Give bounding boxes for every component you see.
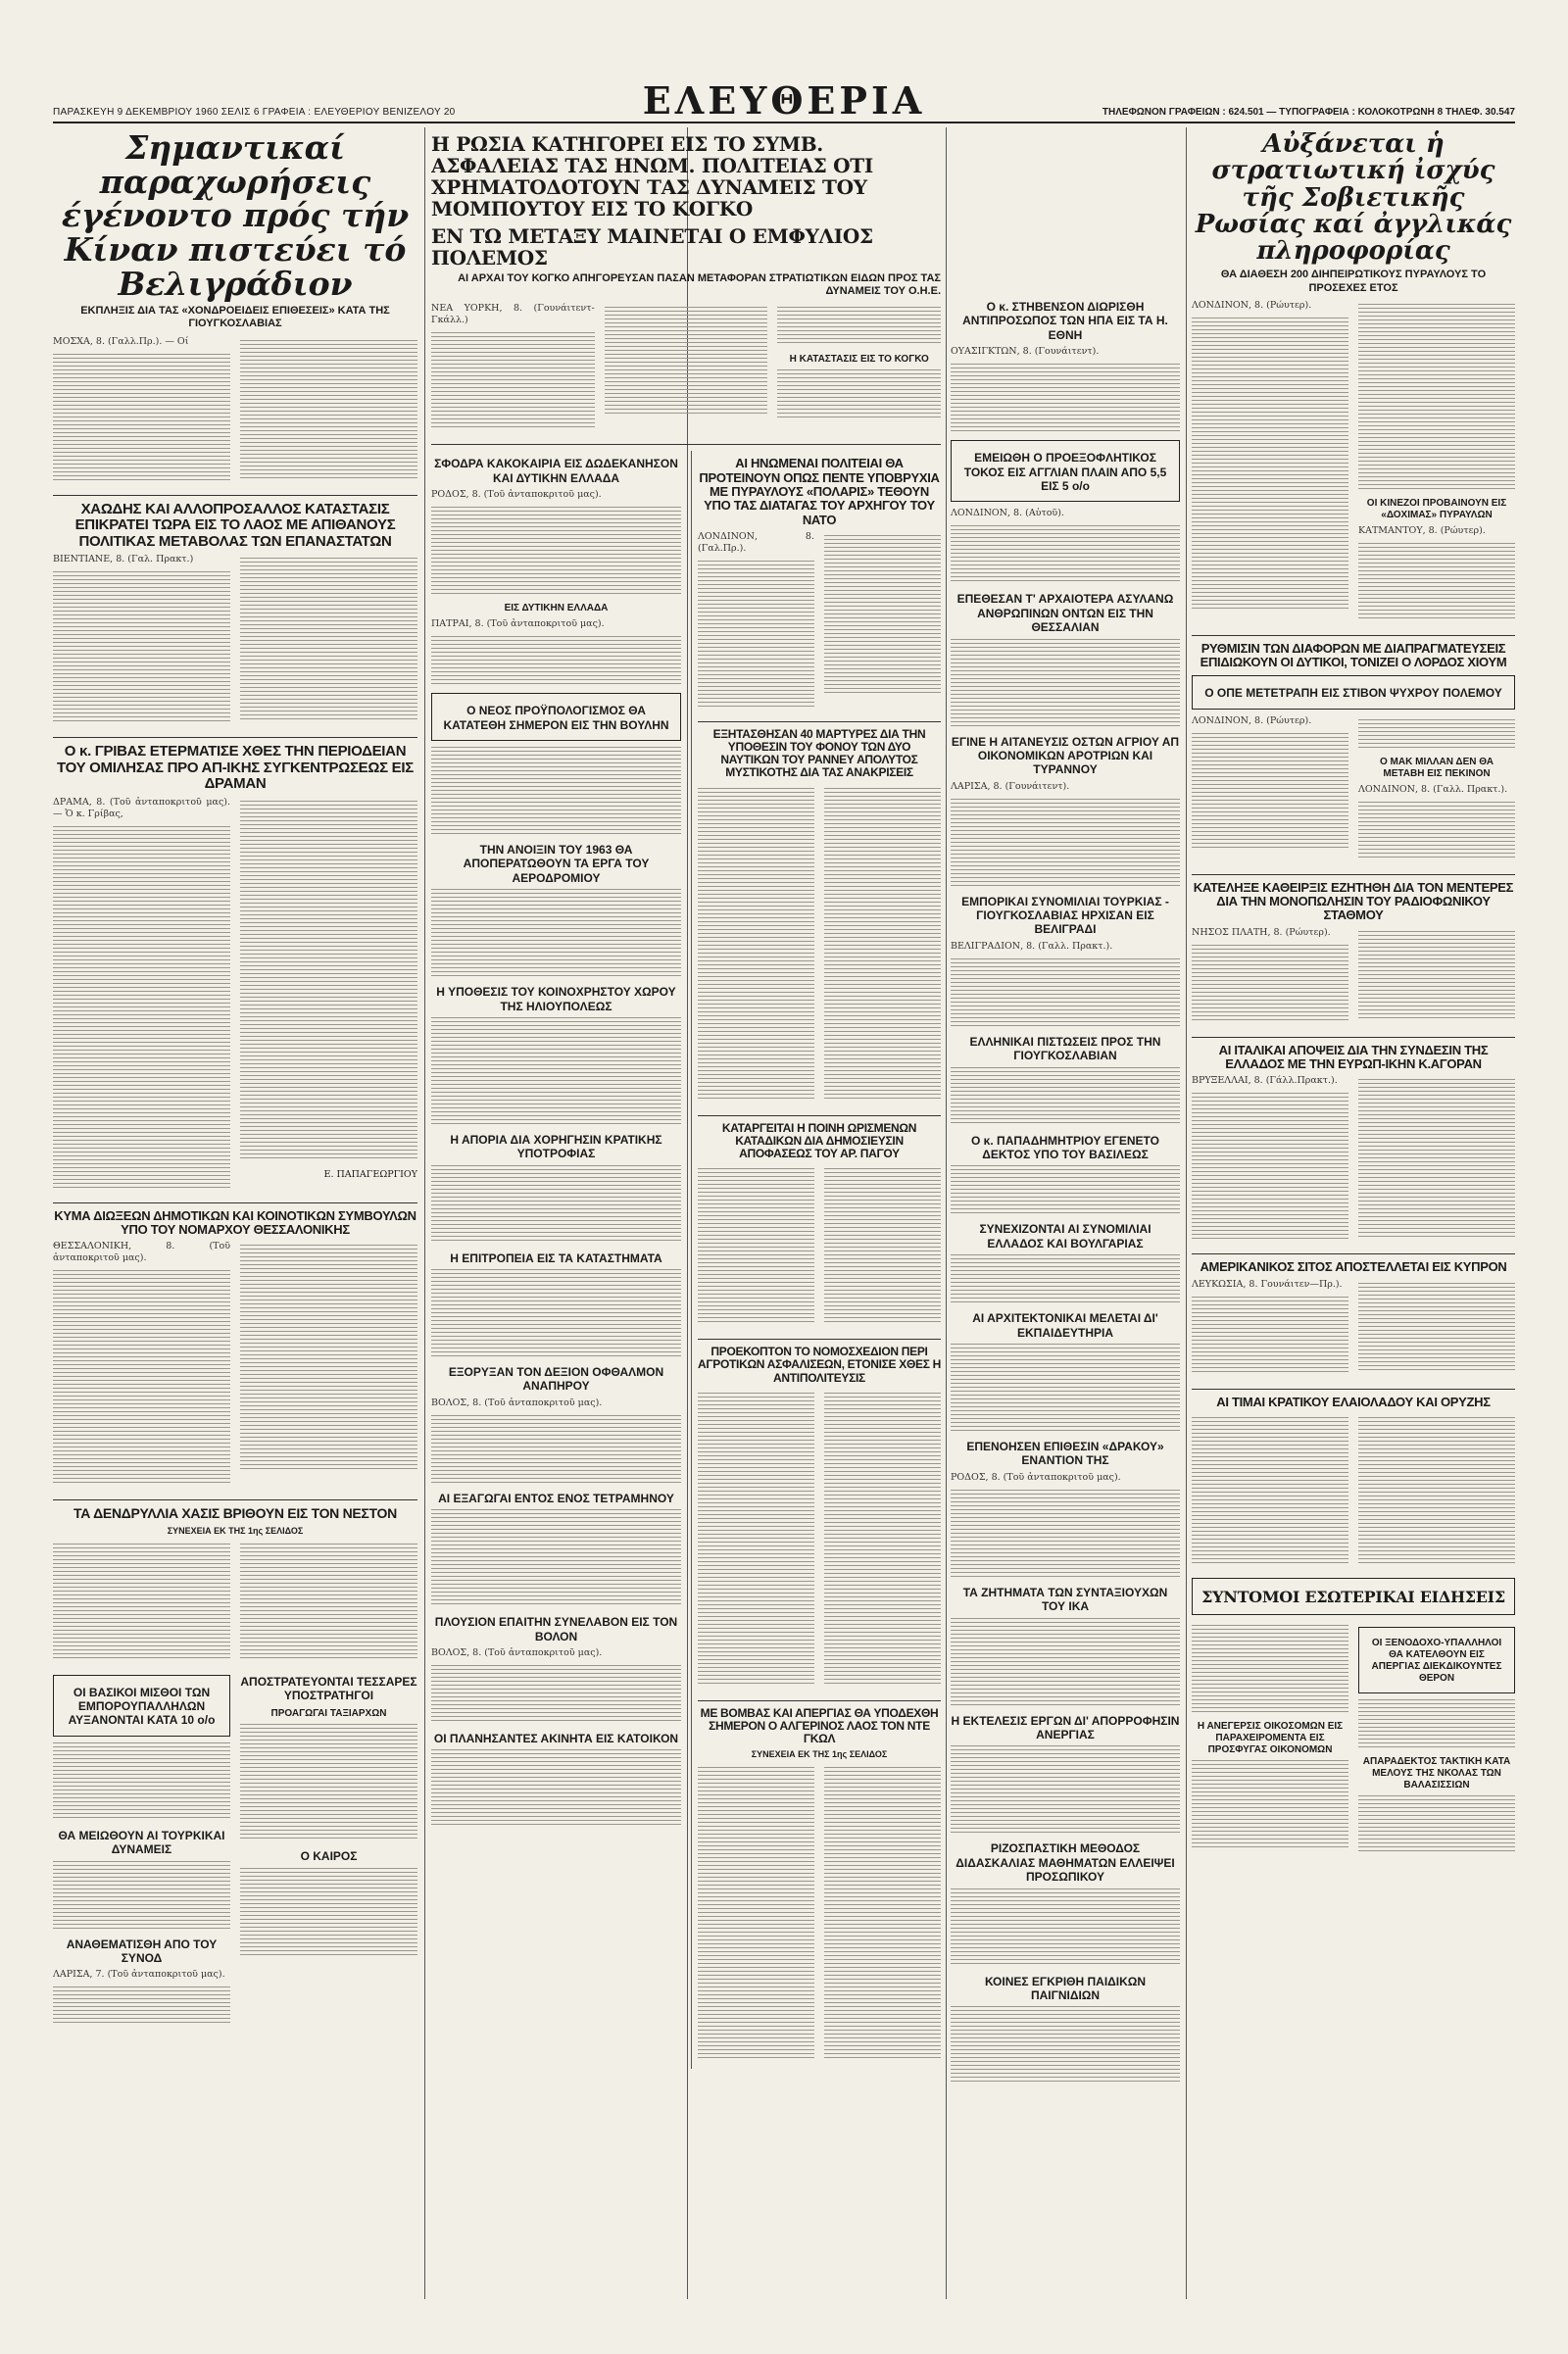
subheadline: ΕΚΠΛΗΞΙΣ ΔΙΑ ΤΑΣ «ΧΟΝΔΡΟΕΙΔΕΙΣ ΕΠΙΘΕΣΕΙΣ» ΚΑΤΑ ΤΗΣ ΓΙΟΥΓΚΟΣΛΑΒΙΑΣ [80, 305, 390, 330]
headline: ΑΝΑΘΕΜΑΤΙΣΘΗ ΑΠΟ ΤΟΥ ΣΥΝΟΔ [66, 1937, 218, 1965]
text-block [53, 826, 230, 1189]
headline: ΧΑΩΔΗΣ ΚΑΙ ΑΛΛΟΠΡΟΣΑΛΛΟΣ ΚΑΤΑΣΤΑΣΙΣ ΕΠΙΚΡΑΤΕΙ ΤΩΡΑ ΕΙΣ ΤΟ ΛΑΟΣ ΜΕ ΑΠΙΘΑΝΟΥΣ ΠΟΛΙΤΙΚΑΣ ΜΕΤΑΒΟΛΑΣ ΤΩΝ ΕΠΑΝΑΣΤΑΤΩΝ [74, 500, 396, 550]
text-block [951, 1254, 1180, 1303]
divider [698, 1115, 941, 1116]
boxed-headline [431, 693, 681, 741]
article-body [698, 1389, 941, 1694]
boxed-headline [1192, 675, 1515, 709]
headline: ΟΙ ΚΙΝΕΖΟΙ ΠΡΟΒΑΙΝΟΥΝ ΕΙΣ «ΔΟΧΙΜΑΣ» ΠΥΡΑΥΛΩΝ [1366, 497, 1507, 520]
divider [698, 721, 941, 722]
text-block [53, 354, 230, 481]
divider [698, 1339, 941, 1340]
subheadline: ΘΑ ΔΙΑΘΕΣΗ 200 ΔΙΗΠΕΙΡΩΤΙΚΟΥΣ ΠΥΡΑΥΛΟΥΣ ΤΟ ΠΡΟΣΕΧΕΣ ΕΤΟΣ [1220, 269, 1487, 294]
divider [1192, 1037, 1515, 1038]
headline: ΚΟΙΝΕΣ ΕΓΚΡΙΘΗ ΠΑΙΔΙΚΩΝ ΠΑΙΓΝΙΔΙΩΝ [984, 1974, 1147, 2002]
text-block [824, 535, 941, 694]
article-body [53, 1241, 417, 1494]
text-block [951, 958, 1180, 1027]
text-block [698, 1168, 814, 1325]
headline: ΑΙ ΙΤΑΛΙΚΑΙ ΑΠΟΨΕΙΣ ΔΙΑ ΤΗΝ ΣΥΝΔΕΣΙΝ ΤΗΣ ΕΛΛΑΔΟΣ ΜΕ ΤΗΝ ΕΥΡΩΠ-ΙΚΗΝ Κ.ΑΓΟΡΑΝ [1218, 1042, 1489, 1072]
text-block [240, 558, 417, 722]
dateline: ΛΑΡΙΣΑ, 7. (Τοῦ ἀνταποκριτοῦ μας). [53, 1969, 225, 1981]
text-block [1192, 1093, 1348, 1240]
dateline: ΘΕΣΣΑΛΟΝΙΚΗ, 8. (Τοῦ ἀνταποκριτοῦ μας). [53, 1241, 230, 1264]
text-block [1192, 1417, 1348, 1564]
text-block [1192, 733, 1348, 851]
text-block [698, 1393, 814, 1687]
subheadline: ΑΙ ΑΡΧΑΙ ΤΟΥ ΚΟΓΚΟ ΑΠΗΓΟΡΕΥΣΑΝ ΠΑΣΑΝ ΜΕΤΑΦΟΡΑΝ ΣΤΡΑΤΙΩΤΙΚΩΝ ΕΙΔΩΝ ΠΡΟΣ ΤΑΣ ΔΥΝΑΜΕΙΣ ΤΟΥ Ο.Η.Ε. [458, 272, 941, 298]
text-block [431, 889, 681, 977]
headline: ΘΑ ΜΕΙΩΘΟΥΝ ΑΙ ΤΟΥΡΚΙΚΑΙ ΔΥΝΑΜΕΙΣ [58, 1828, 225, 1857]
headline: ΑΠΟΣΤΡΑΤΕΥΟΝΤΑΙ ΤΕΣΣΑΡΕΣ ΥΠΟΣΤΡΑΤΗΓΟΙ [240, 1674, 417, 1702]
dateline: ΒΙΕΝΤΙΑΝΕ, 8. (Γαλ. Πρακτ.) [53, 554, 194, 565]
dateline: ΜΟΣΧΑ, 8. (Γαλλ.Πρ.). — Οί [53, 335, 189, 347]
divider [1192, 1389, 1515, 1390]
article-body [698, 784, 941, 1109]
text-block [1358, 719, 1515, 749]
text-block [1358, 1417, 1515, 1564]
headline: ΡΙΖΟΣΠΑΣΤΙΚΗ ΜΕΘΟΔΟΣ ΔΙΔΑΣΚΑΛΙΑΣ ΜΑΘΗΜΑΤΩΝ ΕΛΛΕΙΨΕΙ ΠΡΟΣΩΠΙΚΟΥ [956, 1841, 1175, 1885]
text-block [240, 801, 417, 1161]
dateline: ΡΟΔΟΣ, 8. (Τοῦ ἀνταποκριτοῦ μας). [431, 489, 602, 501]
text-block [431, 1269, 681, 1357]
text-block [53, 1270, 230, 1486]
headline: ΣΥΝΤΟΜΟΙ ΕΣΩΤΕΡΙΚΑΙ ΕΙΔΗΣΕΙΣ [1201, 1587, 1505, 1606]
article-body [1192, 1279, 1515, 1383]
divider [53, 1202, 417, 1203]
dateline: ΒΟΛΟΣ, 8. (Τοῦ ἀνταποκριτοῦ μας). [431, 1647, 603, 1659]
dateline: ΟΥΑΣΙΓΚΤΩΝ, 8. (Γουνάιτεντ). [951, 346, 1100, 358]
headline: ΣΥΝΕΧΙΖΟΝΤΑΙ ΑΙ ΣΥΝΟΜΙΛΙΑΙ ΕΛΛΑΔΟΣ ΚΑΙ ΒΟΥΛΓΑΡΙΑΣ [979, 1222, 1152, 1251]
headline: ΤΑ ΖΗΤΗΜΑΤΑ ΤΩΝ ΣΥΝΤΑΞΙΟΥΧΩΝ ΤΟΥ ΙΚΑ [962, 1585, 1168, 1614]
text-block [824, 1168, 941, 1325]
text-block [1358, 543, 1515, 621]
text-block [1358, 802, 1515, 860]
column-2 [431, 127, 941, 2299]
text-block [951, 1165, 1180, 1214]
masthead-rule [53, 122, 1515, 123]
text-block [1358, 1699, 1515, 1748]
text-block [240, 1544, 417, 1661]
text-block [1358, 1283, 1515, 1373]
text-block [824, 1767, 941, 2061]
text-block [431, 507, 681, 595]
text-block [1192, 1760, 1348, 1848]
continuation-note: ΣΥΝΕΧΕΙΑ ΕΚ ΤΗΣ 1ης ΣΕΛΙΔΟΣ [167, 1525, 304, 1536]
dateline: ΛΟΝΔΙΝΟΝ, 8. (Ρώυτερ). [1192, 299, 1312, 311]
text-block [53, 1861, 230, 1930]
headline: Ο κ. ΣΤΗΒΕΝΣΟΝ ΔΙΩΡΙΣΘΗ ΑΝΤΙΠΡΟΣΩΠΟΣ ΤΩΝ ΗΠΑ ΕΙΣ ΤΑ Η. ΕΘΝΗ [962, 300, 1168, 342]
signature: Ε. ΠΑΠΑΓΕΩΡΓΙΟΥ [323, 1168, 417, 1180]
column-rule [946, 127, 947, 2299]
masthead-phone-line: ΤΗΛΕΦΩΝΟΝ ΓΡΑΦΕΙΩΝ : 624.501 — ΤΥΠΟΓΡΑΦΕΙΑ : ΚΟΛΟΚΟΤΡΩΝΗ 8 ΤΗΛΕΦ. 30.547 [1102, 107, 1515, 118]
text-block [605, 307, 768, 417]
text-block [951, 1490, 1180, 1578]
headline: ΕΞΟΡΥΞΑΝ ΤΟΝ ΔΕΞΙΟΝ ΟΦΘΑΛΜΟΝ ΑΝΑΠΗΡΟΥ [448, 1365, 664, 1394]
article-body [53, 797, 417, 1197]
text-block [240, 340, 417, 479]
article-pair [53, 1669, 417, 2035]
article-body [1192, 927, 1515, 1031]
text-block [431, 747, 681, 835]
headline: Η ΡΩΣΙΑ ΚΑΤΗΓΟΡΕΙ ΕΙΣ ΤΟ ΣΥΜΒ. ΑΣΦΑΛΕΙΑΣ ΤΑΣ ΗΝΩΜ. ΠΟΛΙΤΕΙΑΣ ΟΤΙ ΧΡΗΜΑΤΟΔΟΤΟΥΝ ΤΑΣ ΔΥΝΑΜΕΙΣ ΤΟΥ ΜΟΜΠΟΥΤΟΥ ΕΙΣ ΤΟ ΚΟΓΚΟ [431, 132, 873, 221]
headline: ΚΑΤΕΛΗΞΕ ΚΑΘΕΙΡΞΙΣ ΕΖΗΤΗΘΗ ΔΙΑ ΤΟΝ ΜΕΝΤΕΡΕΣ ΔΙΑ ΤΗΝ ΜΟΝΟΠΩΛΗΣΙΝ ΤΟΥ ΡΑΔΙΟΦΩΝΙΚΟΥ ΣΤΑΘΜΟΥ [1193, 879, 1514, 923]
text-block [1192, 1297, 1348, 1375]
divider [1192, 874, 1515, 875]
column-rule [424, 127, 425, 2299]
dateline: ΛΟΝΔΙΝΟΝ, 8. (Αὐτοῦ). [951, 508, 1064, 519]
continuation-note: ΣΥΝΕΧΕΙΑ ΕΚ ΤΗΣ 1ης ΣΕΛΙΔΟΣ [751, 1749, 888, 1760]
headline: ΡΥΘΜΙΣΙΝ ΤΩΝ ΔΙΑΦΟΡΩΝ ΜΕ ΔΙΑΠΡΑΓΜΑΤΕΥΣΕΙΣ ΕΠΙΔΙΩΚΟΥΝ ΟΙ ΔΥΤΙΚΟΙ, ΤΟΝΙΖΕΙ Ο ΛΟΡΔΟΣ ΧΙΟΥΜ [1200, 640, 1507, 670]
divider [431, 444, 941, 445]
headline: ΑΙ ΕΞΑΓΩΓΑΙ ΕΝΤΟΣ ΕΝΟΣ ΤΕΤΡΑΜΗΝΟΥ [438, 1491, 674, 1505]
text-block [951, 1618, 1180, 1706]
column-rule [1186, 127, 1187, 2299]
headline: Η ΕΚΤΕΛΕΣΙΣ ΕΡΓΩΝ ΔΙ' ΑΠΟΡΡΟΦΗΣΙΝ ΑΝΕΡΓΙΑΣ [951, 1713, 1180, 1741]
text-block [431, 1665, 681, 1724]
text-block [1358, 1079, 1515, 1238]
headline: ΕΜΠΟΡΙΚΑΙ ΣΥΝΟΜΙΛΙΑΙ ΤΟΥΡΚΙΑΣ - ΓΙΟΥΓΚΟΣΛΑΒΙΑΣ ΗΡΧΙΣΑΝ ΕΙΣ ΒΕΛΙΓΡΑΔΙ [961, 894, 1169, 937]
dateline: ΛΟΝΔΙΝΟΝ, 8. (Γαλλ. Πρακτ.). [1358, 783, 1508, 795]
headline: Η ΑΠΟΡΙΑ ΔΙΑ ΧΟΡΗΓΗΣΙΝ ΚΡΑΤΙΚΗΣ ΥΠΟΤΡΟΦΙΑΣ [450, 1132, 662, 1161]
headline: Η ΥΠΟΘΕΣΙΣ ΤΟΥ ΚΟΙΝΟΧΡΗΣΤΟΥ ΧΩΡΟΥ ΤΗΣ ΗΛΙΟΥΠΟΛΕΩΣ [436, 985, 676, 1013]
headline: ΕΜΕΙΩΘΗ Ο ΠΡΟΕΞΟΦΛΗΤΙΚΟΣ ΤΟΚΟΣ ΕΙΣ ΑΓΓΛΙΑΝ ΠΛΑΙΝ ΑΠΟ 5,5 ΕΙΣ 5 ο/ο [963, 451, 1167, 493]
headline: ΜΕ ΒΟΜΒΑΣ ΚΑΙ ΑΠΕΡΓΙΑΣ ΘΑ ΥΠΟΔΕΧΘΗ ΣΗΜΕΡΟΝ Ο ΑΛΓΕΡΙΝΟΣ ΛΑΟΣ ΤΟΝ ΝΤΕ ΓΚΩΛ [700, 1705, 939, 1746]
headline: ΟΙ ΞΕΝΟΔΟΧΟ-ΥΠΑΛΛΗΛΟΙ ΘΑ ΚΑΤΕΛΘΟΥΝ ΕΙΣ ΑΠΕΡΓΙΑΣ ΔΙΕΚΔΙΚΟΥΝΤΕΣ ΘΕΡΟΝ [1371, 1637, 1502, 1684]
headline: ΟΙ ΒΑΣΙΚΟΙ ΜΙΣΘΟΙ ΤΩΝ ΕΜΠΟΡΟΥΠΑΛΛΗΛΩΝ ΑΥΞΑΝΟΝΤΑΙ ΚΑΤΑ 10 ο/ο [68, 1685, 216, 1728]
text-block [240, 1868, 417, 1956]
article-body [1192, 300, 1515, 629]
article-body [698, 531, 941, 715]
headline: ΑΠΑΡΑΔΕΚΤΟΣ ΤΑΚΤΙΚΗ ΚΑΤΑ ΜΕΛΟΥΣ ΤΗΣ ΝΚΟΛΑΣ ΤΩΝ ΒΑΛΑΣΙΣΣΙΩΝ [1362, 1755, 1511, 1790]
text-block [698, 1767, 814, 2061]
headline: Ο κ. ΓΡΙΒΑΣ ΕΤΕΡΜΑΤΙΣΕ ΧΘΕΣ ΤΗΝ ΠΕΡΙΟΔΕΙΑΝ ΤΟΥ ΟΜΙΛΗΣΑΣ ΠΡΟ ΑΠ-ΙΚΗΣ ΣΥΓΚΕΝΤΡΩΣΕΩΣ ΕΙΣ ΔΡΑΜΑΝ [57, 743, 414, 793]
newspaper-title: ΕΛΕΥΘΕΡΙΑ [642, 78, 926, 123]
headline: ΑΙ ΑΡΧΙΤΕΚΤΟΝΙΚΑΙ ΜΕΛΕΤΑΙ ΔΙ' ΕΚΠΑΙΔΕΥΤΗΡΙΑ [972, 1311, 1158, 1340]
dateline: ΛΟΝΔΙΝΟΝ, 8. (Ρώυτερ). [1192, 714, 1312, 726]
dateline: ΒΡΥΞΕΛΛΑΙ, 8. (Γάλλ.Πρακτ.). [1192, 1075, 1338, 1087]
headline: ΑΙ ΗΝΩΜΕΝΑΙ ΠΟΛΙΤΕΙΑΙ ΘΑ ΠΡΟΤΕΙΝΟΥΝ ΟΠΩΣ ΠΕΝΤΕ ΥΠΟΒΡΥΧΙΑ ΜΕ ΠΥΡΑΥΛΟΥΣ «ΠΟΛΑΡΙΣ» ΤΕΘΟΥΝ ΥΠΟ ΤΑΣ ΔΙΑΤΑΓΑΣ ΤΟΥ ΑΡΧΗΓΟΥ ΤΟΥ ΝΑΤΟ [699, 456, 940, 527]
dateline: ΔΡΑΜΑ, 8. (Τοῦ ἀνταποκριτοῦ μας). — Ὁ κ. Γρίβας, [53, 796, 230, 819]
headline: ΕΞΗΤΑΣΘΗΣΑΝ 40 ΜΑΡΤΥΡΕΣ ΔΙΑ ΤΗΝ ΥΠΟΘΕΣΙΝ ΤΟΥ ΦΟΝΟΥ ΤΩΝ ΔΥΟ ΝΑΥΤΙΚΩΝ ΤΟΥ ΡΑΝΝΕΥ ΑΠΟΛΥΤΟΣ ΜΥΣΤΙΚΟΤΗΣ ΔΙΑ ΤΑΣ ΑΝΑΚΡΙΣΕΙΣ [712, 726, 926, 780]
text-block [1358, 304, 1515, 490]
text-block [698, 788, 814, 1102]
headline: ΑΜΕΡΙΚΑΝΙΚΟΣ ΣΙΤΟΣ ΑΠΟΣΤΕΛΛΕΤΑΙ ΕΙΣ ΚΥΠΡΟΝ [1200, 1259, 1507, 1275]
text-block [951, 799, 1180, 887]
article-body [1192, 1413, 1515, 1572]
headline: Ο ΚΑΙΡΟΣ [300, 1849, 358, 1864]
column-1 [53, 127, 417, 2299]
text-block [951, 1344, 1180, 1432]
text-block [431, 332, 595, 430]
headline: ΣΦΟΔΡΑ ΚΑΚΟΚΑΙΡΙΑ ΕΙΣ ΔΩΔΕΚΑΝΗΣΟΝ ΚΑΙ ΔΥΤΙΚΗΝ ΕΛΛΑΔΑ [434, 457, 678, 485]
boxed-headline [53, 1675, 230, 1737]
article-body [53, 554, 417, 731]
headline: Ο κ. ΠΑΠΑΔΗΜΗΤΡΙΟΥ ΕΓΕΝΕΤΟ ΔΕΚΤΟΣ ΥΠΟ ΤΟΥ ΒΑΣΙΛΕΩΣ [971, 1133, 1159, 1162]
dateline: ΛΟΝΔΙΝΟΝ, 8. (Γαλ.Πρ.). [698, 530, 814, 554]
headline: ΠΡΟΕΚΟΠΤΟΝ ΤΟ ΝΟΜΟΣΧΕΔΙΟΝ ΠΕΡΙ ΑΓΡΟΤΙΚΩΝ ΑΣΦΑΛΙΣΕΩΝ, ΕΤΟΝΙΣΕ ΧΘΕΣ Η ΑΝΤΙΠΟΛΙΤΕΥΣΙΣ [698, 1345, 941, 1385]
dateline: ΛΑΡΙΣΑ, 8. (Γουνάιτεντ). [951, 780, 1070, 792]
headline: Ο ΟΠΕ ΜΕΤΕΤΡΑΠΗ ΕΙΣ ΣΤΙΒΟΝ ΨΥΧΡΟΥ ΠΟΛΕΜΟΥ [1204, 686, 1502, 701]
dateline: ΛΕΥΚΩΣΙΑ, 8. Γουνάιτεν—Πρ.). [1192, 1278, 1343, 1290]
text-block [431, 1165, 681, 1244]
text-block [53, 1544, 230, 1661]
text-block [1192, 945, 1348, 1023]
spacer [951, 127, 1180, 294]
subheadline: ΕΙΣ ΔΥΤΙΚΗΝ ΕΛΛΑΔΑ [504, 603, 609, 614]
headline: ΠΛΟΥΣΙΟΝ ΕΠΑΙΤΗΝ ΣΥΝΕΛΑΒΟΝ ΕΙΣ ΤΟΝ ΒΟΛΟΝ [434, 1615, 678, 1643]
headline: Ο ΜΑΚ ΜΙΛΛΑΝ ΔΕΝ ΘΑ ΜΕΤΑΒΗ ΕΙΣ ΠΕΚΙΝΟΝ [1380, 756, 1494, 779]
boxed-headline [1192, 1578, 1515, 1615]
headline: ΕΠΕΝΟΗΣΕΝ ΕΠΙΘΕΣΙΝ «ΔΡΑΚΟΥ» ΕΝΑΝΤΙΟΝ ΤΗΣ [966, 1439, 1164, 1468]
dateline: ΡΟΔΟΣ, 8. (Τοῦ ἀνταποκριτοῦ μας). [951, 1471, 1121, 1483]
subsection-title: Η ΚΑΤΑΣΤΑΣΙΣ ΕΙΣ ΤΟ ΚΟΓΚΟ [789, 354, 929, 366]
headline: Η ΑΝΕΓΕΡΣΙΣ ΟΙΚΟΣΟΜΩΝ ΕΙΣ ΠΑΡΑΧΕΙΡΟΜΕΝΤΑ ΕΙΣ ΠΡΟΣΦΥΓΑΣ ΟΙΚΟΝΟΜΩΝ [1197, 1720, 1344, 1755]
text-block [951, 2006, 1180, 2084]
article-body [698, 1763, 941, 2069]
masthead-date-line: ΠΑΡΑΣΚΕΥΗ 9 ΔΕΚΕΜΒΡΙΟΥ 1960 ΣΕΛΙΣ 6 ΓΡΑΦΕΙΑ : ΕΛΕΥΘΕΡΙΟΥ ΒΕΝΙΖΕΛΟΥ 20 [53, 107, 456, 118]
text-block [240, 1724, 417, 1841]
divider [53, 495, 417, 496]
headline: ΑΙ ΤΙΜΑΙ ΚΡΑΤΙΚΟΥ ΕΛΑΙΟΛΑΔΟΥ ΚΑΙ ΟΡΥΖΗΣ [1216, 1394, 1491, 1409]
text-block [777, 307, 941, 346]
column-5 [1192, 127, 1515, 2299]
text-block [431, 1509, 681, 1607]
headline: ΕΓΙΝΕ Η ΑΙΤΑΝΕΥΣΙΣ ΟΣΤΩΝ ΑΓΡΙΟΥ ΑΠ ΟΙΚΟΝΟΜΙΚΩΝ ΑΡΟΤΡΙΩΝ ΚΑΙ ΤΥΡΑΝΝΟΥ [951, 734, 1180, 777]
column-4 [951, 127, 1180, 2299]
divider [1192, 1253, 1515, 1254]
headline: Ο ΝΕΟΣ ΠΡΟΫΠΟΛΟΓΙΣΜΟΣ ΘΑ ΚΑΤΑΤΕΘΗ ΣΗΜΕΡΟΝ ΕΙΣ ΤΗΝ ΒΟΥΛΗΝ [443, 704, 669, 732]
headline: ΤΑ ΔΕΝΔΡΥΛΛΙΑ ΧΑΣΙΣ ΒΡΙΘΟΥΝ ΕΙΣ ΤΟΝ ΝΕΣΤΟΝ [74, 1505, 397, 1522]
headline-secondary: ΕΝ ΤΩ ΜΕΤΑΞΥ ΜΑΙΝΕΤΑΙ Ο ΕΜΦΥΛΙΟΣ ΠΟΛΕΜΟΣ [431, 224, 873, 270]
text-block [431, 1415, 681, 1484]
text-block [951, 1067, 1180, 1126]
dateline: ΒΟΛΟΣ, 8. (Τοῦ ἀνταποκριτοῦ μας). [431, 1397, 603, 1408]
headline: ΚΥΜΑ ΔΙΩΞΕΩΝ ΔΗΜΟΤΙΚΩΝ ΚΑΙ ΚΟΙΝΟΤΙΚΩΝ ΣΥΜΒΟΥΛΩΝ ΥΠΟ ΤΟΥ ΝΟΜΑΡΧΟΥ ΘΕΣΣΑΛΟΝΙΚΗΣ [54, 1207, 416, 1237]
headline: Η ΕΠΙΤΡΟΠΕΙΑ ΕΙΣ ΤΑ ΚΑΤΑΣΤΗΜΑΤΑ [450, 1251, 662, 1265]
text-block [53, 571, 230, 723]
text-block [1358, 1795, 1515, 1854]
boxed-headline [1358, 1627, 1515, 1693]
lower-section [431, 451, 941, 2069]
article-body [698, 1164, 941, 1333]
text-block [1192, 1625, 1348, 1713]
text-block [431, 636, 681, 685]
dateline: ΒΕΛΙΓΡΑΔΙΟΝ, 8. (Γαλλ. Πρακτ.). [951, 940, 1113, 952]
text-block [951, 525, 1180, 584]
divider [53, 737, 417, 738]
dateline: ΝΗΣΟΣ ΠΛΑΤΗ, 8. (Ρώυτερ). [1192, 926, 1331, 938]
text-block [240, 1245, 417, 1472]
text-block [951, 364, 1180, 432]
headline: ΕΠΕΘΕΣΑΝ Τ' ΑΡΧΑΙΟΤΕΡΑ ΑΣΥΛΑΝΩ ΑΝΘΡΩΠΙΝΩΝ ΟΝΤΩΝ ΕΙΣ ΤΗΝ ΘΕΣΣΑΛΙΑΝ [956, 592, 1174, 635]
text-block [698, 561, 814, 708]
masthead [53, 78, 1515, 123]
dateline: ΝΕΑ ΥΟΡΚΗ, 8. (Γουνάιτεντ-Γκάλλ.) [431, 303, 595, 326]
headline: ΤΗΝ ΑΝΟΙΞΙΝ ΤΟΥ 1963 ΘΑ ΑΠΟΠΕΡΑΤΩΘΟΥΝ ΤΑ ΕΡΓΑ ΤΟΥ ΑΕΡΟΔΡΟΜΙΟΥ [463, 842, 650, 885]
article-body [1192, 715, 1515, 868]
article-body [53, 336, 417, 489]
headline: ΚΑΤΑΡΓΕΙΤΑΙ Η ΠΟΙΝΗ ΩΡΙΣΜΕΝΩΝ ΚΑΤΑΔΙΚΩΝ ΔΙΑ ΔΗΜΟΣΙΕΥΣΙΝ ΑΠΟΦΑΣΕΩΣ ΤΟΥ ΑΡ. ΠΑΓΟΥ [721, 1120, 917, 1160]
divider [53, 1499, 417, 1500]
headline: ΟΙ ΠΛΑΝΗΣΑΝΤΕΣ ΑΚΙΝΗΤΑ ΕΙΣ ΚΑΤΟΙΚΟΝ [433, 1732, 679, 1746]
dateline: ΚΑΤΜΑΝΤΟΥ, 8. (Ρώυτερ). [1358, 524, 1486, 536]
text-block [777, 369, 941, 418]
text-block [53, 1742, 230, 1821]
text-block [824, 1393, 941, 1687]
divider [1192, 635, 1515, 636]
text-block [431, 1017, 681, 1125]
text-block [951, 639, 1180, 727]
article-body [53, 1540, 417, 1669]
text-block [1192, 318, 1348, 612]
article-body [1192, 1621, 1515, 1862]
subheadline: ΠΡΟΑΓΩΓΑΙ ΤΑΞΙΑΡΧΩΝ [270, 1708, 387, 1720]
text-block [431, 1749, 681, 1828]
text-block [53, 1986, 230, 2026]
headline: ΕΛΛΗΝΙΚΑΙ ΠΙΣΤΩΣΕΙΣ ΠΡΟΣ ΤΗΝ ΓΙΟΥΓΚΟΣΛΑΒΙΑΝ [969, 1034, 1161, 1063]
text-block [824, 788, 941, 1102]
text-block [1358, 931, 1515, 1021]
text-block [951, 1888, 1180, 1967]
boxed-headline [951, 440, 1180, 502]
text-block [951, 1745, 1180, 1834]
headline: Σημαντικαί παραχωρήσεις έγένοντο πρός τήν Κίναν πιστεύει τό Βελιγράδιον [61, 128, 410, 303]
divider [698, 1700, 941, 1701]
dateline: ΠΑΤΡΑΙ, 8. (Τοῦ ἀνταποκριτοῦ μας). [431, 618, 605, 630]
article-body [431, 303, 941, 438]
headline: Αὐξάνεται ἡ στρατιωτική ἰσχύς τῆς Σοβιετικῆς Ρωσίας καί ἀγγλικάς πληροφορίας [1195, 129, 1512, 267]
article-body [1192, 1075, 1515, 1248]
